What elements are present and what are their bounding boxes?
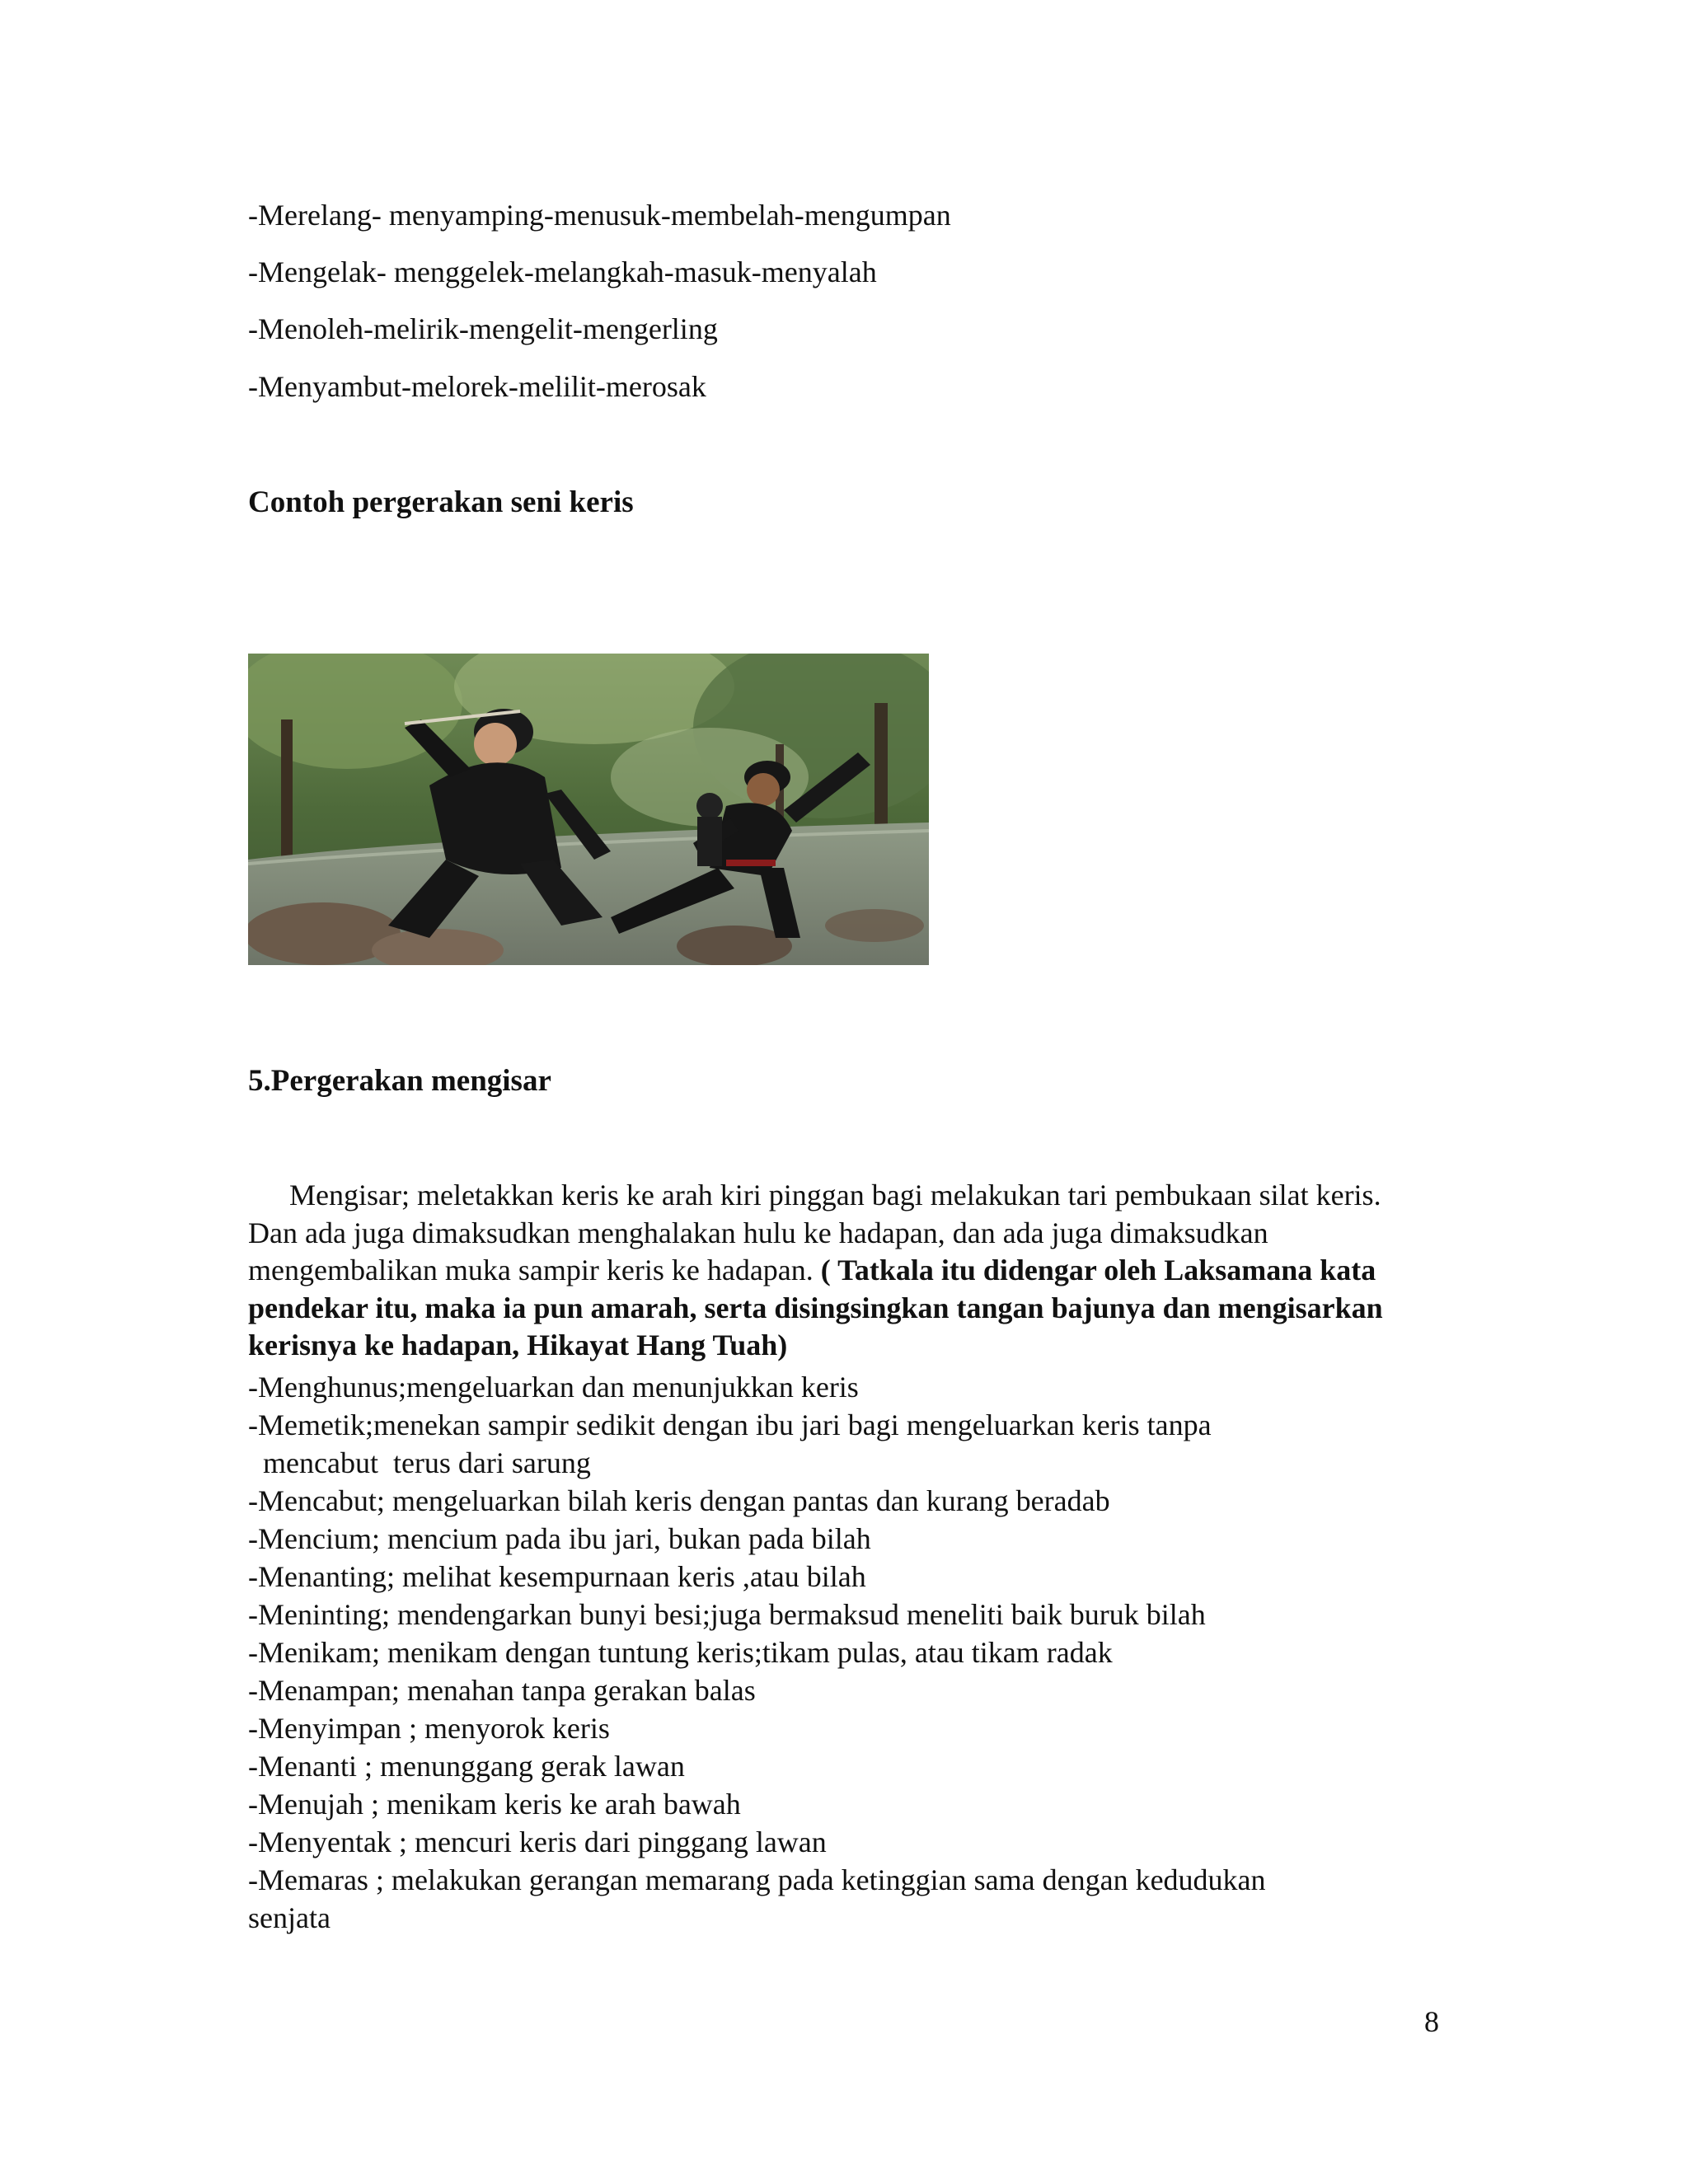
list-item-mencium: -Mencium; mencium pada ibu jari, bukan pada bilah [248,1522,871,1555]
list-item-memetik: -Memetik;menekan sampir sedikit dengan ibu jari bagi mengeluarkan keris tanpa [248,1408,1212,1441]
list-item-menanti: -Menanti ; menunggang gerak lawan [248,1750,685,1783]
list-item-menujah: -Menujah ; menikam keris ke arah bawah [248,1788,741,1821]
silat-keris-photo [248,654,929,965]
page-number: 8 [1424,2005,1439,2038]
movement-line-menyambut: -Menyambut-melorek-melilit-merosak [248,370,706,403]
list-item-menanting: -Menanting; melihat kesempurnaan keris ,atau bilah [248,1560,866,1593]
list-item-menghunus: -Menghunus;mengeluarkan dan menunjukkan keris [248,1371,859,1404]
list-item-menampan: -Menampan; menahan tanpa gerakan balas [248,1674,756,1707]
list-item-menyimpan: -Menyimpan ; menyorok keris [248,1712,610,1745]
list-item-meninting: -Meninting; mendengarkan bunyi besi;juga bermaksud meneliti baik buruk bilah [248,1598,1206,1631]
movement-line-menoleh: -Menoleh-melirik-mengelit-mengerling [248,312,718,345]
movement-line-merelang: -Merelang- menyamping-menusuk-membelah-mengumpan [248,199,951,232]
list-item-memaras-cont: senjata [248,1901,331,1934]
list-item-menikam: -Menikam; menikam dengan tuntung keris;tikam pulas, atau tikam radak [248,1636,1113,1669]
heading-pergerakan-mengisar: 5.Pergerakan mengisar [248,1064,551,1098]
paragraph-text: Mengisar; meletakkan keris ke arah kiri pinggan bagi melakukan tari pembukaan silat keris. Dan ada juga dimaksudkan menghalakan hulu ke hadapan, dan ada juga dimaksudkan mengembalikan muka sampir keris ke hadapan. [248,1179,1381,1286]
list-item-mencabut: -Mencabut; mengeluarkan bilah keris dengan pantas dan kurang beradab [248,1484,1110,1517]
mengisar-paragraph [248,1177,1427,1365]
movement-definition-list [248,1368,1427,1937]
list-item-memetik-cont: mencabut terus dari sarung [248,1446,591,1479]
heading-contoh-pergerakan: Contoh pergerakan seni keris [248,485,634,519]
paragraph-quote-hikayat: ( Tatkala itu didengar oleh Laksamana kata pendekar itu, maka ia pun amarah, serta disingsingkan tangan bajunya dan mengisarkan kerisnya ke hadapan, Hikayat Hang Tuah) [248,1254,1383,1361]
movement-line-mengelak: -Mengelak- menggelek-melangkah-masuk-menyalah [248,255,877,288]
list-item-memaras: -Memaras ; melakukan gerangan memarang pada ketinggian sama dengan kedudukan [248,1863,1266,1896]
list-item-menyentak: -Menyentak ; mencuri keris dari pinggang lawan [248,1825,827,1858]
